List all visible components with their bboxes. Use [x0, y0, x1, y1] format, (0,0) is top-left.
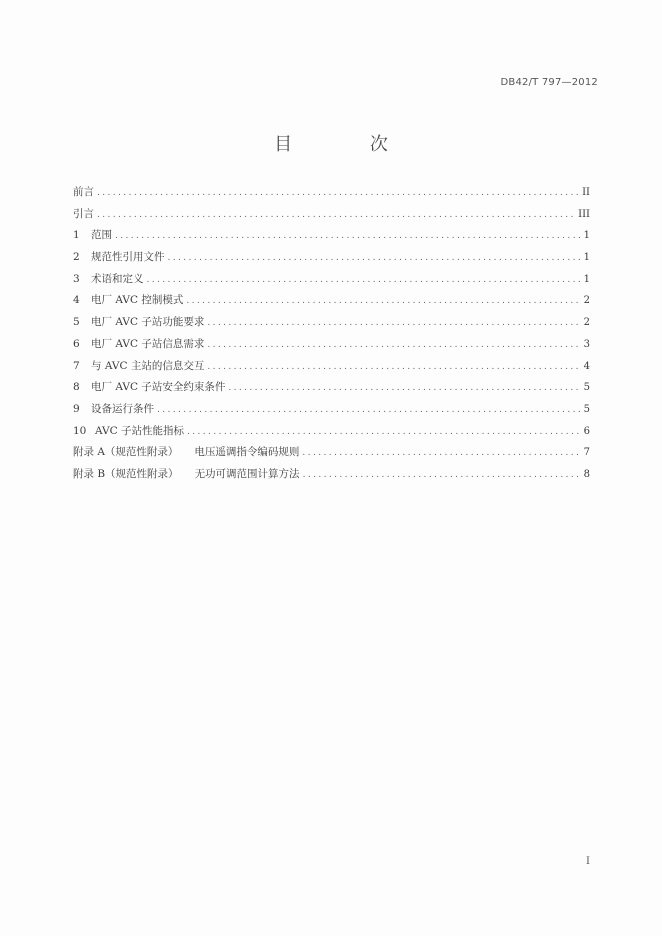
toc-dot-leader	[187, 422, 581, 444]
toc-entry-page: 6	[583, 425, 590, 437]
toc-dot-leader	[302, 443, 580, 465]
toc-entry-number: 6	[73, 337, 80, 350]
toc-entry[interactable]	[73, 377, 590, 399]
toc-dot-leader	[168, 248, 581, 270]
toc-dot-leader	[303, 465, 581, 487]
toc-entry-page: 2	[583, 317, 590, 329]
toc-entry-page: 8	[583, 468, 590, 480]
toc-entry-page: 2	[583, 295, 590, 307]
toc-entry-number: 8	[73, 381, 80, 394]
toc-entry-label: 前言	[73, 186, 94, 198]
toc-dot-leader	[115, 226, 581, 248]
toc-entry[interactable]	[73, 334, 590, 356]
toc-entry-page: 5	[583, 382, 590, 394]
toc-dot-leader	[207, 335, 580, 357]
toc-entry-label: 术语和定义	[91, 272, 144, 285]
toc-entry-page: III	[578, 208, 590, 220]
toc-title: 目 次	[274, 134, 424, 155]
toc-entry-page: 1	[583, 230, 590, 242]
toc-entry-page: 1	[583, 252, 590, 264]
toc-entry-number: 10	[73, 424, 87, 437]
table-of-contents	[73, 182, 590, 486]
toc-dot-leader	[97, 183, 579, 205]
toc-entry-label: 引言	[73, 207, 94, 220]
toc-entry-label: AVC 子站性能指标	[95, 424, 185, 437]
toc-entry-label: 设备运行条件	[91, 402, 154, 415]
toc-entry[interactable]	[73, 356, 590, 378]
toc-entry[interactable]	[73, 399, 590, 421]
toc-entry-number: 1	[73, 229, 80, 242]
toc-entry[interactable]	[73, 225, 590, 247]
toc-entry-page: II	[582, 187, 590, 198]
toc-entry[interactable]	[73, 312, 590, 334]
toc-entry-page: 1	[583, 273, 590, 285]
toc-entry-label: 电厂 AVC 子站信息需求	[91, 337, 205, 350]
toc-entry-label: 电厂 AVC 子站功能要求	[91, 316, 205, 329]
toc-dot-leader	[207, 313, 580, 335]
toc-entry-subtitle: 无功可调范围计算方法	[194, 467, 300, 480]
toc-entry-number: 2	[73, 251, 80, 264]
toc-entry[interactable]	[73, 464, 590, 486]
toc-entry-page: 7	[583, 447, 590, 459]
toc-entry[interactable]	[73, 204, 590, 226]
toc-entry[interactable]	[73, 269, 590, 291]
toc-entry-page: 3	[583, 338, 590, 350]
toc-entry[interactable]	[73, 182, 590, 204]
toc-entry-label: 附录 A（规范性附录）	[73, 446, 179, 459]
toc-entry-label: 与 AVC 主站的信息交互	[91, 359, 205, 372]
toc-dot-leader	[147, 270, 581, 292]
toc-entry[interactable]	[73, 247, 590, 269]
toc-entry-number: 5	[73, 316, 80, 329]
toc-entry-label: 电厂 AVC 控制模式	[91, 294, 184, 307]
toc-dot-leader	[186, 291, 580, 313]
toc-entry-label: 电厂 AVC 子站安全约束条件	[91, 381, 226, 394]
toc-entry-number: 3	[73, 272, 80, 285]
page-number: I	[586, 856, 590, 867]
toc-dot-leader	[157, 400, 581, 422]
toc-entry-label: 范围	[91, 229, 112, 242]
toc-dot-leader	[207, 357, 580, 379]
toc-dot-leader	[228, 378, 580, 400]
toc-entry[interactable]	[73, 442, 590, 464]
toc-dot-leader	[97, 205, 575, 227]
toc-entry-subtitle: 电压遥调指令编码规则	[194, 446, 300, 459]
toc-entry-number: 7	[73, 359, 80, 372]
toc-entry-label: 附录 B（规范性附录）	[73, 467, 179, 480]
document-code: DB42/T 797—2012	[500, 77, 598, 88]
toc-entry-page: 4	[583, 360, 590, 372]
toc-entry-number: 4	[73, 294, 80, 307]
toc-entry[interactable]	[73, 421, 590, 443]
toc-entry-number: 9	[73, 402, 80, 415]
toc-entry-page: 5	[583, 403, 590, 415]
toc-entry-label: 规范性引用文件	[91, 251, 165, 264]
toc-entry[interactable]	[73, 290, 590, 312]
